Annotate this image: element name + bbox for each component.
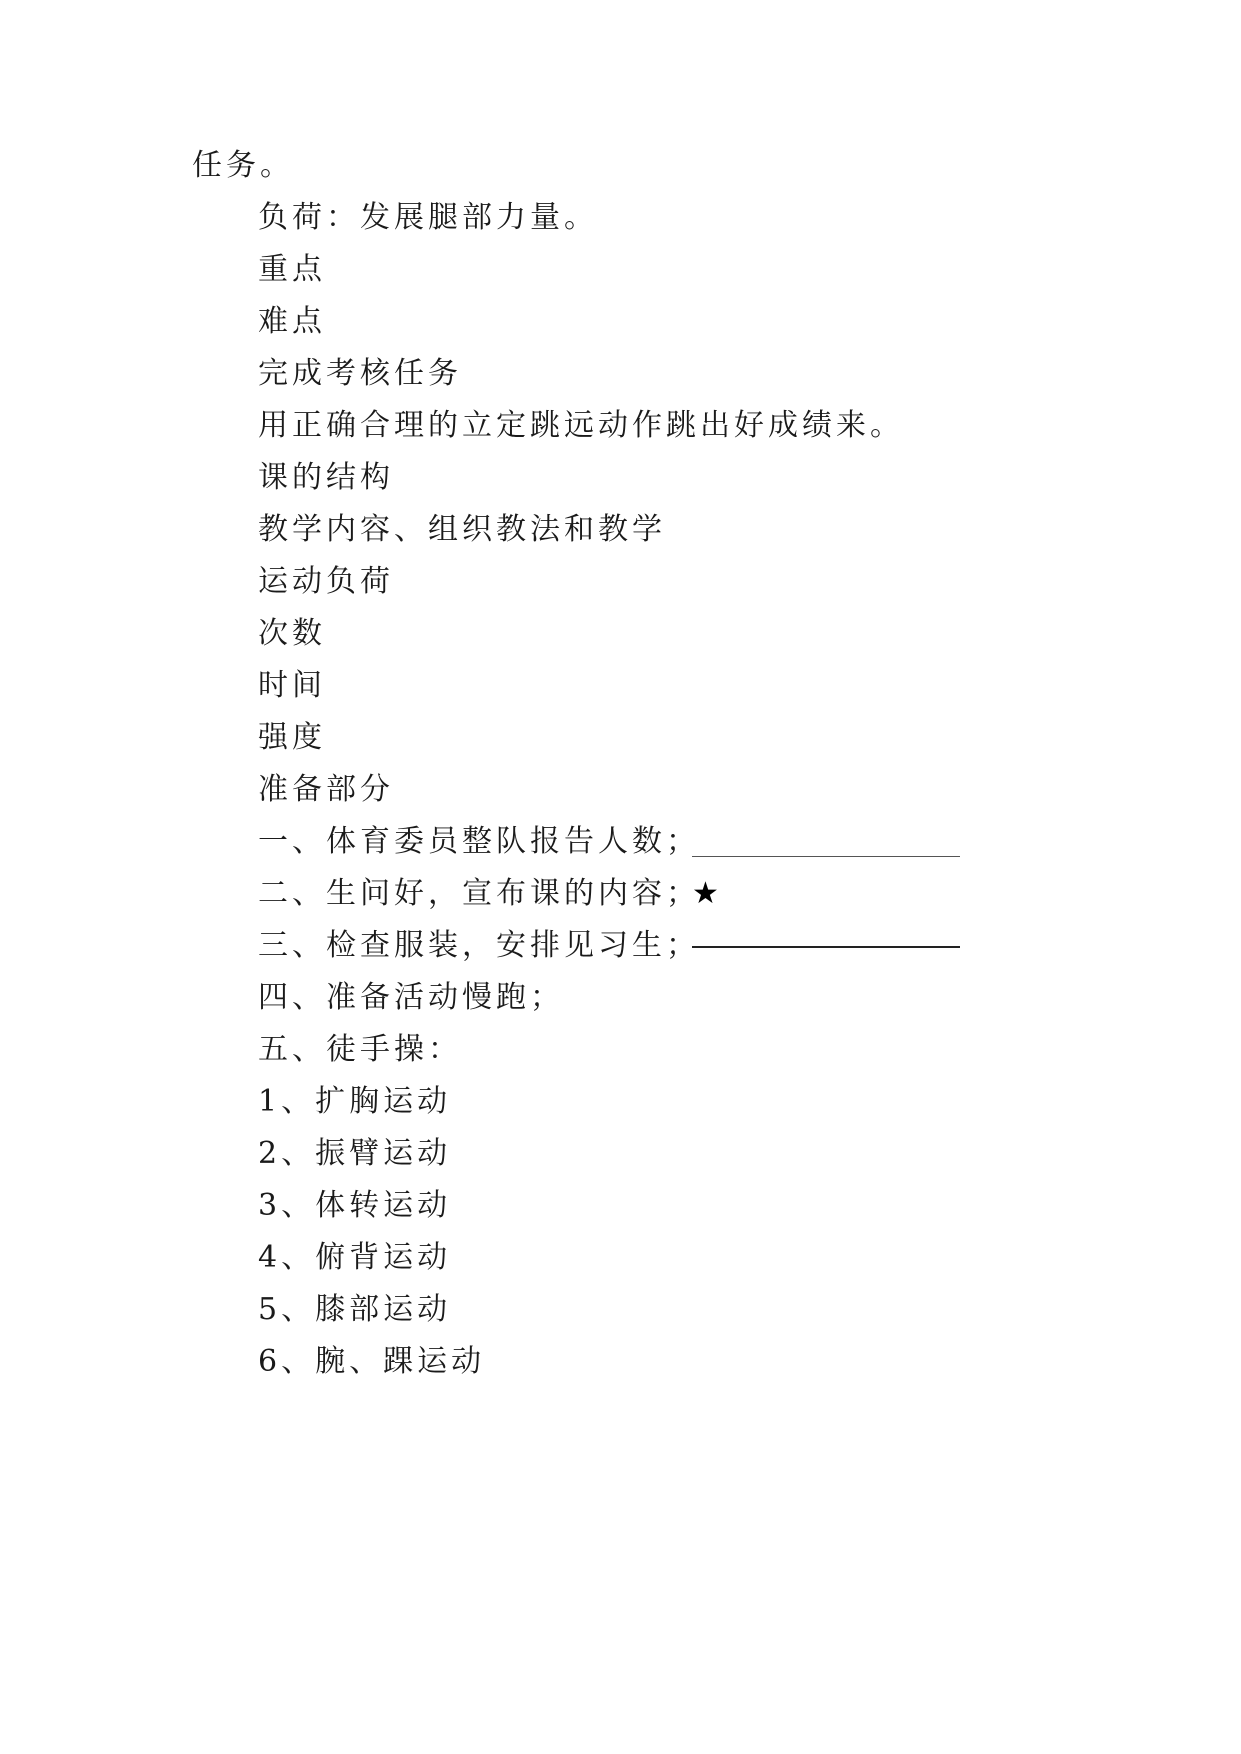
dash-line [692,946,960,948]
text-line: 负荷：发展腿部力量。 [258,200,598,235]
text-line: 一、体育委员整队报告人数； [258,824,700,859]
text-line: 三、检查服装，安排见习生； [258,928,700,963]
text-line: 1、扩胸运动 [258,1084,452,1119]
text-line: 强度 [258,720,326,755]
text-line: 准备部分 [258,772,394,807]
text-line: 重点 [258,252,326,287]
text-line: 用正确合理的立定跳远动作跳出好成绩来。 [258,408,904,443]
text-line: 5、膝部运动 [258,1292,452,1327]
text-line: 任务。 [192,148,294,183]
text-line: 二、生问好，宣布课的内容； [258,876,700,911]
text-line: 6、腕、踝运动 [258,1344,486,1379]
text-line: 2、振臂运动 [258,1136,452,1171]
text-line: 时间 [258,668,326,703]
star-icon: ★ [692,876,719,911]
text-line: 3、体转运动 [258,1188,452,1223]
text-line: 五、徒手操： [258,1032,462,1067]
text-line: 运动负荷 [258,564,394,599]
text-line: 难点 [258,304,326,339]
text-line: 次数 [258,616,326,651]
text-line: 课的结构 [258,460,394,495]
text-line: 四、准备活动慢跑； [258,980,564,1015]
text-line: 4、俯背运动 [258,1240,452,1275]
text-line: 教学内容、组织教法和教学 [258,512,666,547]
text-line: 完成考核任务 [258,356,462,391]
fill-in-underline [692,856,960,857]
